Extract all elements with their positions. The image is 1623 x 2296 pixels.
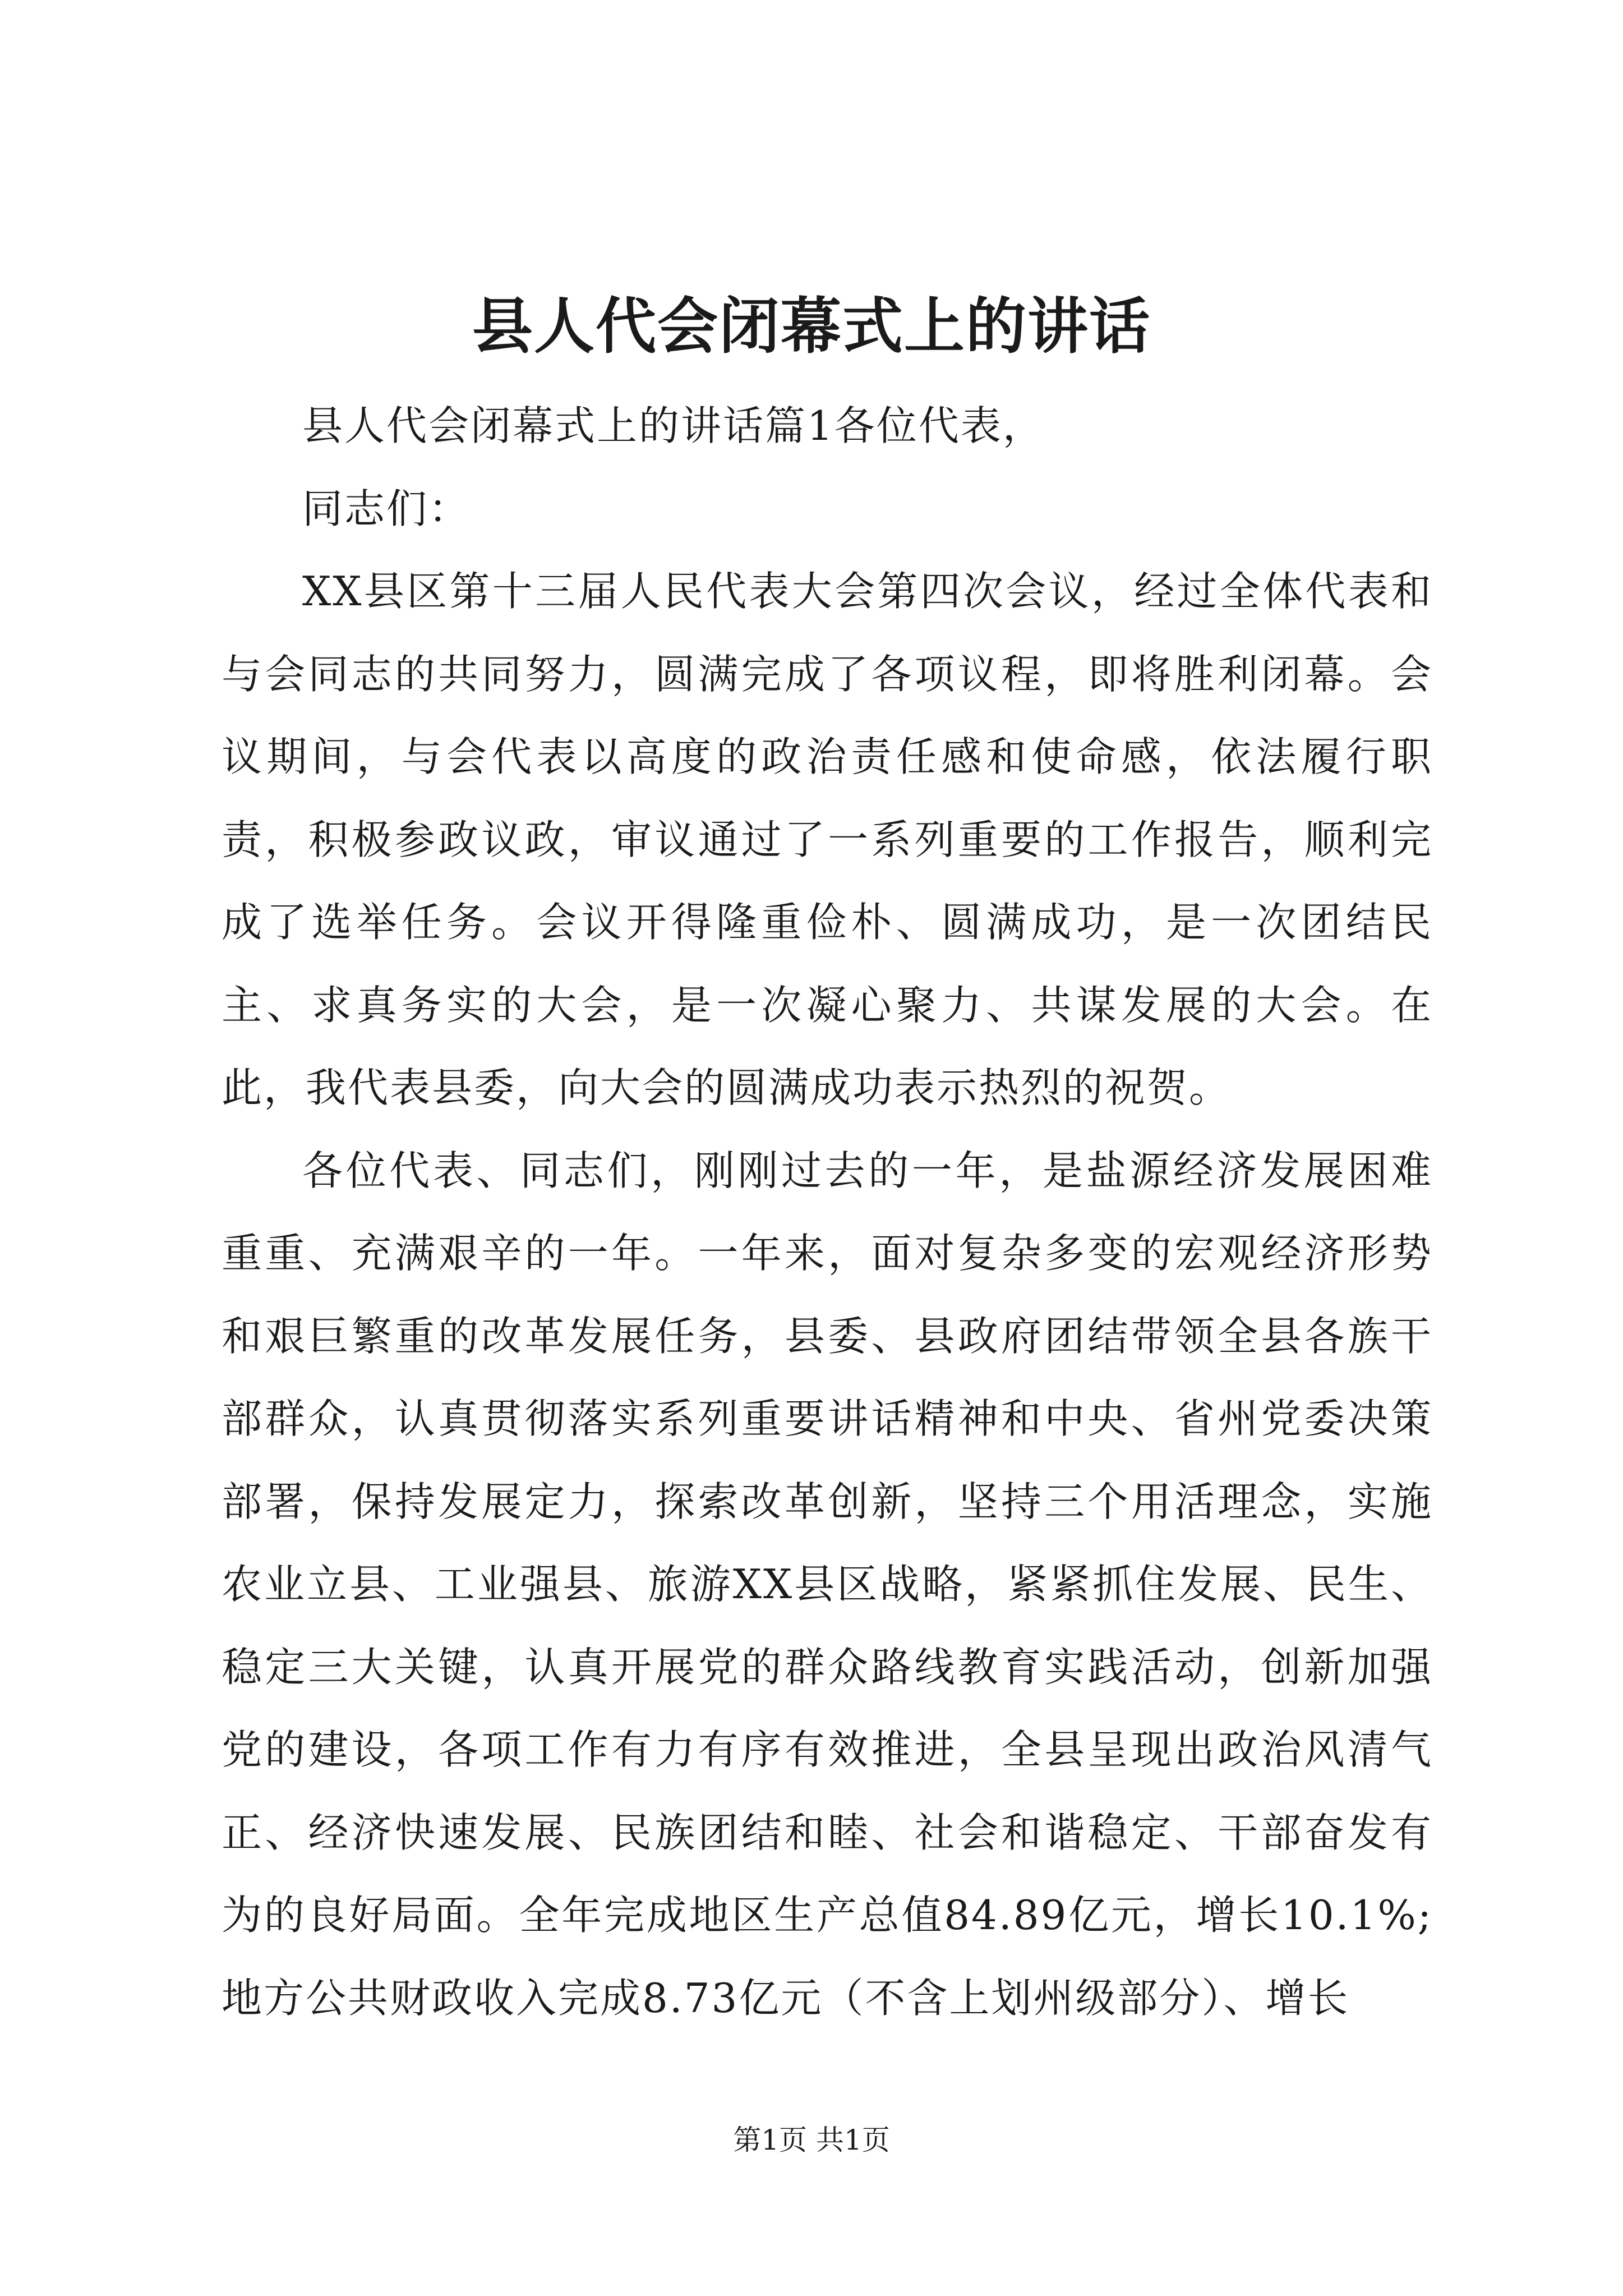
paragraph-salutation: 同志们： [302,485,471,532]
paragraph-opening: 县人代会闭幕式上的讲话篇1各位代表， [302,402,1045,449]
page-number: 第1页 共1页 [733,2124,890,2156]
document-title: 县人代会闭幕式上的讲话 [472,291,1151,362]
paragraph-meeting-summary: XX县区第十三届人民代表大会第四次会议，经过全体代表和与会同志的共同努力，圆满完成了各项议程，即将胜利闭幕。会议期间，与会代表以高度的政治责任感和使命感，依法履行职责，积极参政议政，审议通过了一系列重要的工作报告，顺利完成了选举任务。会议开得隆重俭朴、圆满成功，是一次团结民主、求真务实的大会，是一次凝心聚力、共谋发展的大会。在此，我代表县委，向大会的圆满成功表示热烈的祝贺。 [222,568,1433,1111]
document-body [222,385,1433,2040]
paragraph-year-review: 各位代表、同志们，刚刚过去的一年，是盐源经济发展困难重重、充满艰辛的一年。一年来，面对复杂多变的宏观经济形势和艰巨繁重的改革发展任务，县委、县政府团结带领全县各族干部群众，认真贯彻落实系列重要讲话精神和中央、省州党委决策部署，保持发展定力，探索改革创新，坚持三个用活理念，实施农业立县、工业强县、旅游XX县区战略，紧紧抓住发展、民生、稳定三大关键，认真开展党的群众路线教育实践活动，创新加强党的建设，各项工作有力有序有效推进，全县呈现出政治风清气正、经济快速发展、民族团结和睦、社会和谐稳定、干部奋发有为的良好局面。全年完成地区生产总值84.89亿元，增长10.1%;地方公共财政收入完成8.73亿元（不含上划州级部分）、增长 [222,1147,1433,2022]
